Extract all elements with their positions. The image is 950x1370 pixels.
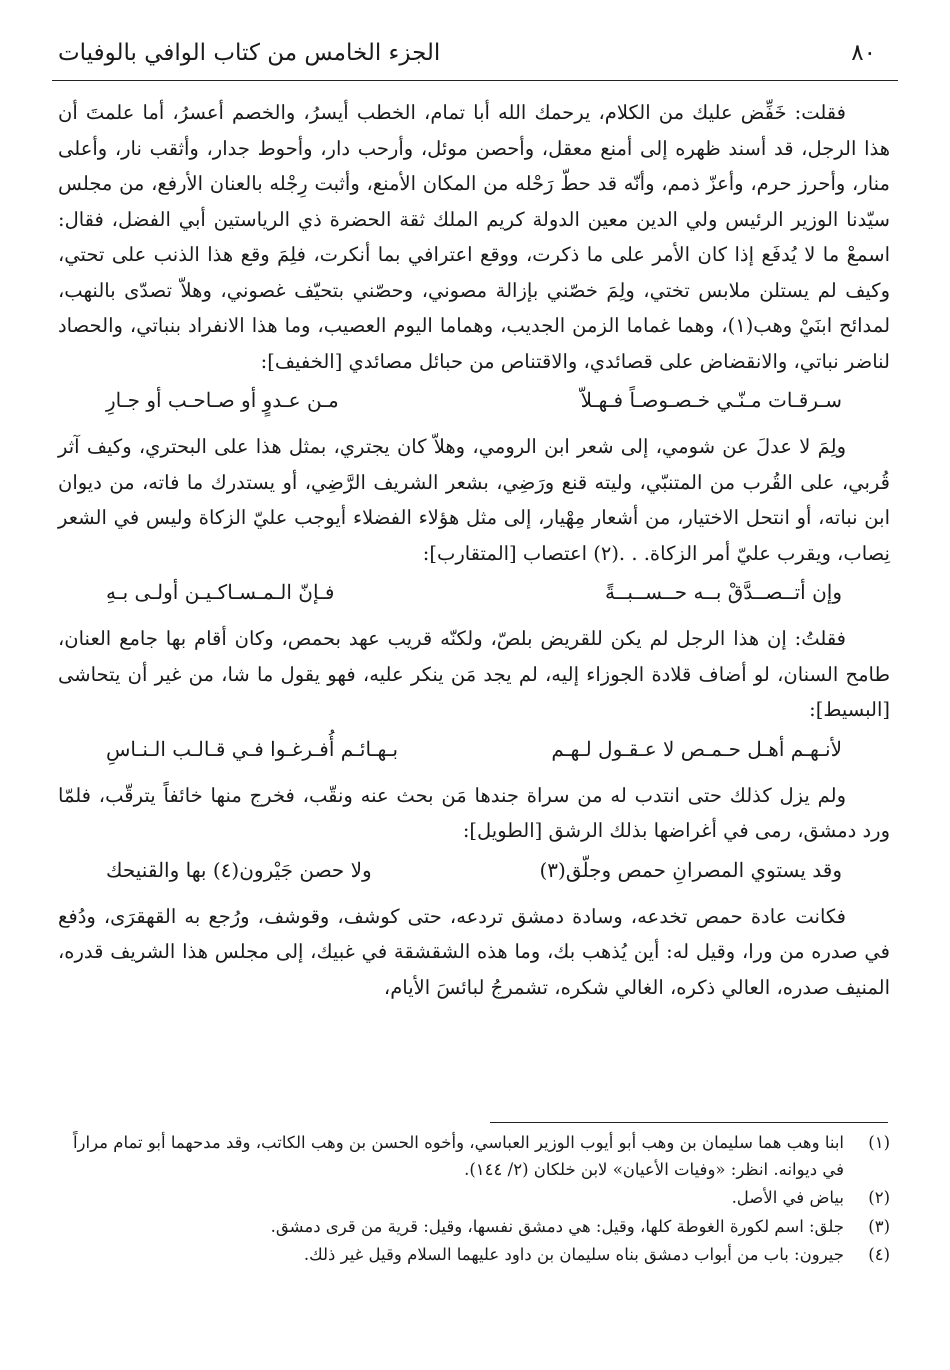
verse-2-second-hemistich: فـإنّ الـمـسـاكـيـن أولـى بـهِ — [106, 580, 335, 604]
footnote-text: جيرون: باب من أبواب دمشق بناه سليمان بن داود عليهما السلام وقيل غير ذلك. — [303, 1245, 844, 1264]
meter-label: [الخفيف]: — [260, 349, 343, 373]
footnote — [58, 1242, 890, 1269]
verse-2-first-hemistich: وإن أتــصــدَّقْ بــه حــســبــةً — [604, 580, 842, 604]
page-number: ٨٠ — [851, 40, 876, 66]
verse-4-second-hemistich: ولا حصن جَيْرون(٤) بها والقنيحك — [106, 857, 372, 882]
verse-4-first-hemistich: وقد يستوي المصرانِ حمص وجلّق(٣) — [539, 857, 842, 882]
paragraph-2: ولِمَ لا عدلَ عن شومي، إلى شعر ابن الرومي، وهلاّ كان يجتري، بمثل هذا على البحتري، وكيف آثر قُربي، على القُرب من المتنبّي، وليته قنع ورَضِي، بشعر الشريف الرَّضِي، أو يستدرك ما فاته، من ديوان ابن نباته، أو انتحل الاختيار، من أشعار مِهْيار، إلى مثل هؤلاء الفضلاء أيوجب عليّ الزكاة وليس في الشعر نِصاب، ويقرب عليّ أمر الزكاة. . .(٢) اعتصاب [المتقارب]: — [58, 435, 890, 565]
footnotes — [58, 1130, 890, 1271]
header-rule — [52, 80, 898, 81]
paragraph-5: فكانت عادة حمص تخدعه، وسادة دمشق تردعه، حتى كوشف، وقوشف، ورُجع به القهقرَى، ودُفع في صدره من ورا، وقيل له: أين يُذهب بك، وما هذه الشقشقة في غبيك، إلى مجلس هذا الشريف قدره، المنيف صدره، العالي ذكره، الغالي شكره، تشمرجُ لبائسَ الأيام، — [58, 904, 890, 999]
footnote-number: (٤) — [868, 1245, 890, 1264]
footnote — [58, 1185, 890, 1212]
verse-3 — [58, 728, 890, 770]
verse-4 — [58, 849, 890, 891]
footnote — [58, 1130, 890, 1183]
verse-1-second-hemistich: مـن عـدوٍ أو صـاحـب أو جـارِ — [106, 388, 339, 412]
footnote-text: بياض في الأصل. — [731, 1188, 844, 1207]
meter-label: [الطويل]: — [462, 819, 543, 842]
verse-3-first-hemistich: لأنـهـم أهـل حـمـص لا عـقـول لـهـم — [551, 736, 842, 761]
footnote-number: (٣) — [868, 1216, 890, 1236]
footnote-number: (١) — [868, 1133, 890, 1152]
footnote-text: جلق: اسم لكورة الغوطة كلها، وقيل: هي دمشق نفسها، وقيل: قرية من قرى دمشق. — [270, 1216, 844, 1236]
paragraph-1: فقلت: خَفِّض عليك من الكلام، يرحمك الله أبا تمام، الخطب أيسرُ، والخصم أعسرُ، أما علمتَ أن هذا الرجل، قد أسند ظهره إلى أمنع معقل، وأحصن موئل، وأرحب دار، وأحوط جدار، وأثقب نار، وأعلى منار، وأحرز حرم، وأعزّ ذمم، وأنّه قد حطّ رَحْله من المكان الأمنع، وأثبت رِجْله بالعنان الأرفع، من مجلس سيّدنا الوزير الرئيس ولي الدين معين الدولة كريم الملك ثقة الحضرة ذي الرياستين أبي الفضل، فقال: اسمعْ ما لا يُدفَع إذا كان الأمر على ما ذكرت، ووقع اعترافي بما أنكرت، فلِمَ وقع هذا الذنب على تحتي، وكيف لم يستلن ملابس تختي، ولِمَ خصّني بإزالة مصوني، وحصّني بتحيّف غصوني، وهلاّ تصدّى بالنهب، لمدائح ابنَيْ وهب(١)، وهما غماما الزمن الجديب، وهماما اليوم العصيب، وما هذا الانفراد بنباتي، والحصاد لناضر نباتي، والانقضاض على قصائدي، والاقتناص من حبائل مصائدي [الخفيف]: — [58, 101, 891, 373]
meter-label: [المتقارب]: — [422, 541, 517, 565]
footnote-number: (٢) — [868, 1188, 890, 1207]
footnote-rule — [490, 1122, 888, 1123]
page-header — [52, 38, 898, 78]
verse-1-first-hemistich: سـرقـات مـنّـي خـصـوصـاً فـهـلاّ — [580, 388, 842, 412]
verse-3-second-hemistich: بـهـائـم أُفـرغـوا فـي قـالـب الـنـاسِ — [106, 736, 399, 761]
paragraph-4: ولم يزل كذلك حتى انتدب له من سراة جندها مَن بحث عنه ونقّب، فخرج منها خائفاً يترقّب، فلمّا ورد دمشق، رمى في أغراضها بذلك الرشق [الطويل]: — [58, 783, 890, 842]
running-title: الجزء الخامس من كتاب الوافي بالوفيات — [58, 40, 441, 66]
meter-label: [البسيط]: — [809, 698, 890, 721]
main-text — [58, 95, 890, 1005]
verse-1 — [58, 379, 890, 421]
footnote-text: ابنا وهب هما سليمان بن وهب أبو أيوب الوزير العباسي، وأخوه الحسن بن وهب الكاتب، وقد مدحهما أبو تمام مراراً في ديوانه. انظر: «وفيات الأعيان» لابن خلكان (٢/ ١٤٤). — [72, 1133, 844, 1179]
paragraph-3: فقلتُ: إن هذا الرجل لم يكن للقريض بلصّ، ولكنّه قريب عهد بحمص، وكان أقام بها جامع العنان، طامح السنان، لو أضاف قلادة الجوزاء إليه، لم يجد مَن ينكر عليه، فهو يقول ما شا، من غير أن يتحاشى [البسيط]: — [58, 627, 890, 721]
footnote — [58, 1214, 890, 1241]
verse-2 — [58, 571, 890, 613]
